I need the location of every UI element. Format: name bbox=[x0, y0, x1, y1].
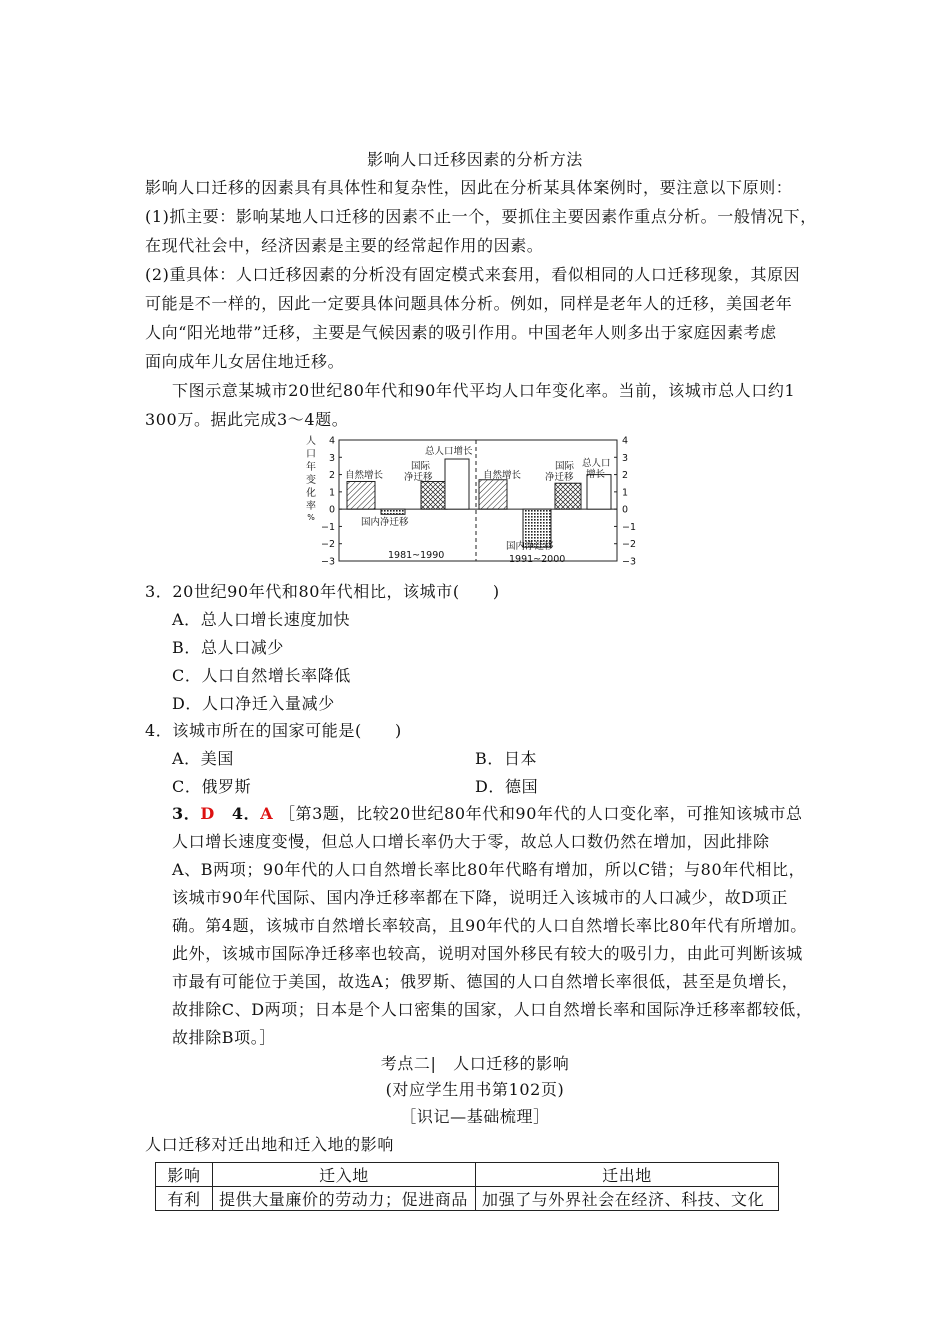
section-lead: 人口迁移对迁出地和迁入地的影响 bbox=[145, 1135, 395, 1154]
svg-text:变: 变 bbox=[306, 475, 316, 486]
y-tick-label-right: 2 bbox=[622, 470, 629, 482]
method-p2-line: 面向成年儿女居住地迁移。 bbox=[145, 352, 345, 371]
answer-3: D bbox=[200, 804, 215, 823]
method-intro: 影响人口迁移的因素具有具体性和复杂性，因此在分析某具体案例时，要注意以下原则： bbox=[145, 178, 793, 197]
method-p2-line: 可能是不一样的，因此一定要具体问题具体分析。例如，同样是老年人的迁移，美国老年 bbox=[145, 294, 793, 313]
y-tick-label: 4 bbox=[328, 435, 335, 447]
y-tick-label: −2 bbox=[320, 539, 335, 551]
y-tick-label: 1 bbox=[328, 487, 335, 499]
table-cell: 加强了与外界社会在经济、科技、文化 bbox=[476, 1187, 779, 1211]
q4-option-c: C．俄罗斯 bbox=[172, 777, 252, 796]
y-tick-label-right: 0 bbox=[622, 504, 629, 516]
svg-text:%: % bbox=[307, 513, 315, 522]
label-intl-1a: 国际 bbox=[411, 461, 431, 472]
label-total-2b: 增长 bbox=[586, 469, 606, 480]
q3-option-b: B．总人口减少 bbox=[172, 638, 284, 657]
q3-option-a: A．总人口增长速度加快 bbox=[172, 610, 351, 629]
method-p1-line: (1)抓主要：影响某地人口迁移的因素不止一个，要抓住主要因素作重点分析。一般情况下， bbox=[145, 207, 817, 226]
label-total-1: 总人口增长 bbox=[425, 446, 473, 457]
explanation-line: 故排除B项。］ bbox=[172, 1028, 276, 1047]
period-1: 1981~1990 bbox=[388, 550, 445, 561]
y-tick-label-right: 3 bbox=[622, 452, 629, 464]
svg-text:年: 年 bbox=[306, 462, 316, 473]
svg-text:化: 化 bbox=[306, 488, 316, 499]
y-tick-label: 0 bbox=[328, 504, 335, 516]
y-tick-label-right: 4 bbox=[622, 435, 629, 447]
population-change-chart bbox=[303, 432, 643, 568]
table-row bbox=[156, 1187, 779, 1211]
y-tick-label-right: −2 bbox=[622, 539, 637, 551]
answer-4: A bbox=[260, 804, 274, 823]
stem-line: 300万。据此完成3～4题。 bbox=[145, 410, 349, 429]
label-domestic-2: 国内净迁移 bbox=[506, 541, 554, 552]
table-cell: 有利 bbox=[156, 1187, 213, 1211]
y-tick-label-right: −1 bbox=[622, 521, 637, 533]
explanation-line: 故排除C、D两项；日本是个人口密集的国家，人口自然增长率和国际净迁移率都较低， bbox=[172, 1000, 813, 1019]
y-axis-title bbox=[306, 434, 316, 522]
q4-stem: 4．该城市所在的国家可能是( ) bbox=[145, 721, 402, 740]
q3-stem: 3．20世纪90年代和80年代相比，该城市( ) bbox=[145, 582, 500, 601]
q3-option-c: C．人口自然增长率降低 bbox=[172, 666, 351, 685]
explanation-line: A、B两项；90年代的人口自然增长率比80年代略有增加，所以C错；与80年代相比， bbox=[172, 860, 806, 879]
label-natural-2: 自然增长 bbox=[483, 470, 522, 481]
y-tick-label: 2 bbox=[328, 470, 335, 482]
svg-text:人: 人 bbox=[306, 436, 316, 447]
section-ref: (对应学生用书第102页) bbox=[385, 1080, 565, 1099]
svg-text:口: 口 bbox=[306, 449, 316, 460]
label-domestic-1: 国内净迁移 bbox=[361, 517, 409, 528]
table-header-row bbox=[156, 1163, 779, 1187]
explanation-line: 人口增长速度变慢，但总人口增长率仍大于零，故总人口数仍然在增加，因此排除 bbox=[172, 832, 770, 851]
bar-2-1 bbox=[479, 480, 507, 509]
explanation-start: ［第3题，比较20世纪80年代和90年代的人口变化率，可推知该城市总 bbox=[278, 804, 803, 823]
q4-option-d: D．德国 bbox=[475, 777, 539, 796]
method-p1-line: 在现代社会中，经济因素是主要的经常起作用的因素。 bbox=[145, 236, 544, 255]
svg-text:率: 率 bbox=[306, 501, 316, 512]
bar-1-4 bbox=[445, 459, 469, 509]
label-total-2a: 总人口 bbox=[582, 458, 611, 469]
label-natural-1: 自然增长 bbox=[345, 470, 384, 481]
bar-1-3 bbox=[421, 481, 447, 509]
q3-option-d: D．人口净迁入量减少 bbox=[172, 694, 335, 713]
y-tick-label-right: 1 bbox=[622, 487, 629, 499]
q4-option-a: A．美国 bbox=[172, 749, 234, 768]
bar-2-3 bbox=[555, 483, 581, 509]
explanation-line: 市最有可能位于美国，故选A；俄罗斯、德国的人口自然增长率很低，甚至是负增长， bbox=[172, 972, 799, 991]
y-tick-label-right: −3 bbox=[622, 556, 637, 568]
method-title: 影响人口迁移因素的分析方法 bbox=[367, 150, 583, 169]
label-intl-1b: 净迁移 bbox=[404, 472, 433, 483]
q4-option-b: B．日本 bbox=[475, 749, 538, 768]
bar-1-2 bbox=[381, 509, 405, 514]
y-tick-label: −3 bbox=[320, 556, 335, 568]
explanation-line: 此外，该城市国际净迁移率也较高，说明对国外移民有较大的吸引力，由此可判断该城 bbox=[172, 944, 803, 963]
explanation-line: 该城市90年代国际、国内净迁移率都在下降，说明迁入该城市的人口减少，故D项正 bbox=[172, 888, 788, 907]
migration-impact-table bbox=[155, 1162, 779, 1211]
method-p2-line: 人向“阳光地带”迁移，主要是气候因素的吸引作用。中国老年人则多出于家庭因素考虑 bbox=[145, 323, 777, 342]
label-intl-2a: 国际 bbox=[555, 461, 575, 472]
answer-num-4: 4． bbox=[231, 804, 261, 823]
stem-line: 下图示意某城市20世纪80年代和90年代平均人口年变化率。当前，该城市总人口约1 bbox=[172, 381, 796, 400]
table-header-cell: 影响 bbox=[156, 1163, 213, 1187]
table-header-cell: 迁入地 bbox=[213, 1163, 476, 1187]
y-tick-label: 3 bbox=[328, 452, 335, 464]
explanation-line: 确。第4题，该城市自然增长率较高，且90年代的人口自然增长率比80年代有所增加。 bbox=[172, 916, 807, 935]
table-header-cell: 迁出地 bbox=[476, 1163, 779, 1187]
label-intl-2b: 净迁移 bbox=[545, 472, 574, 483]
section-sub: ［识记—基础梳理］ bbox=[400, 1107, 550, 1126]
answer-num-3: 3． bbox=[172, 804, 201, 823]
bar-1-1 bbox=[347, 481, 375, 509]
section-title: 考点二| 人口迁移的影响 bbox=[380, 1054, 570, 1073]
method-p2-line: (2)重具体：人口迁移因素的分析没有固定模式来套用，看似相同的人口迁移现象，其原因 bbox=[145, 265, 801, 284]
table-cell: 提供大量廉价的劳动力；促进商品 bbox=[213, 1187, 476, 1211]
answer-first-line bbox=[172, 804, 803, 824]
y-tick-label: −1 bbox=[320, 521, 335, 533]
period-2: 1991~2000 bbox=[509, 554, 566, 565]
